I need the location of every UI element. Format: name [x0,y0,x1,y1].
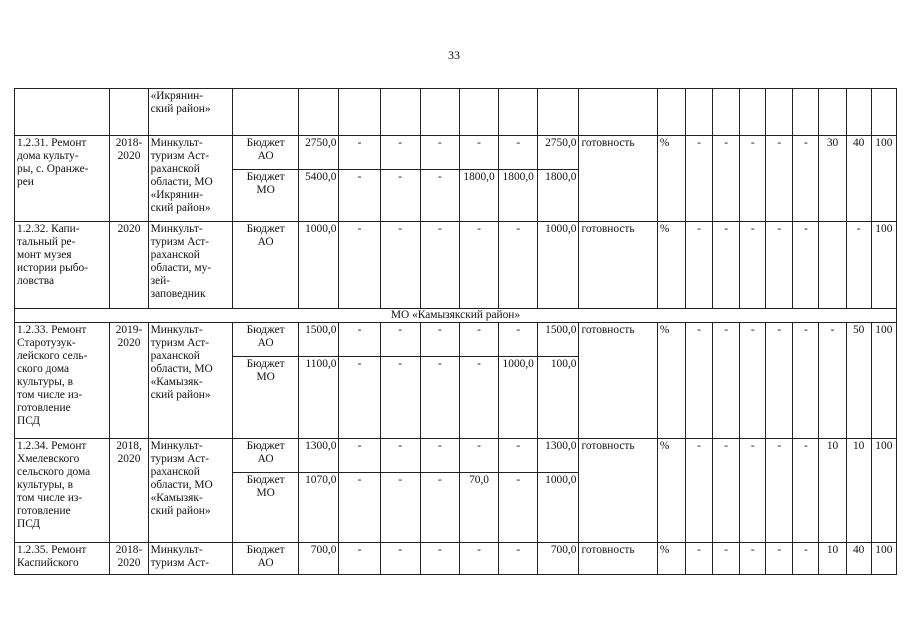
indicator-value: 10 [819,543,846,575]
funding-source: Бюджет АО [232,323,298,357]
indicator-value: - [819,323,846,439]
event-years: 2019- 2020 [110,323,148,439]
indicator-value: 30 [819,136,846,222]
indicator-value: - [685,323,712,439]
funding-year-value: 100,0 [538,357,579,439]
indicator-value: - [740,323,766,439]
funding-year-value: 1500,0 [538,323,579,357]
funding-year-value: - [380,439,420,473]
page-number: 33 [448,48,460,62]
indicator-unit: % [657,439,685,543]
table-row [15,323,897,357]
indicator-value: 10 [846,439,871,543]
indicator-value: - [766,222,793,309]
years-cell [110,89,148,136]
event-name: 1.2.33. Ремонт Старотузук- лейского сель- ского дома культуры, в том числе из- готовление ПСД [15,323,110,439]
funding-year-value: 1800,0 [459,170,498,222]
event-years: 2018- 2020 [110,543,148,575]
funding-year-value: - [459,323,498,357]
funding-total: 5400,0 [299,170,339,222]
event-name: 1.2.31. Ремонт дома культу- ры, с. Оранже- реи [15,136,110,222]
indicator-value: - [685,543,712,575]
event-name: 1.2.35. Ремонт Каспийского [15,543,110,575]
funding-source: Бюджет АО [232,136,298,170]
funding-year-value: - [380,323,420,357]
indicator-value: - [713,439,740,543]
empty-cell [819,89,846,136]
table-row [15,439,897,473]
continuation-row [15,89,897,136]
funding-year-value: - [420,357,459,439]
funding-year-value: - [499,323,538,357]
indicator-value: - [766,543,793,575]
funding-year-value: - [339,473,380,543]
indicator-value [819,222,846,309]
event-executor: Минкульт- туризм Аст- раханской области, МО «Камызяк- ский район» [148,323,232,439]
empty-cell [685,89,712,136]
indicator-value: - [713,323,740,439]
funding-year-value: 1300,0 [538,439,579,473]
empty-cell [420,89,459,136]
funding-year-value: - [459,136,498,170]
funding-year-value: - [339,136,380,170]
funding-year-value: - [459,357,498,439]
event-name: 1.2.32. Капи- тальный ре- монт музея истории рыбо- ловства [15,222,110,309]
funding-source: Бюджет АО [232,543,298,575]
funding-year-value: - [499,543,538,575]
table-row [15,136,897,170]
indicator-name: готовность [579,222,657,309]
funding-year-value: 2750,0 [538,136,579,170]
event-years: 2020 [110,222,148,309]
funding-year-value: - [499,439,538,473]
funding-source: Бюджет МО [232,473,298,543]
section-title: МО «Камызякский район» [15,309,897,323]
table-row [15,543,897,575]
section-row [15,309,897,323]
funding-year-value: - [380,543,420,575]
empty-cell [713,89,740,136]
indicator-value: - [685,222,712,309]
name-cell [15,89,110,136]
funding-year-value: - [380,136,420,170]
empty-cell [538,89,579,136]
funding-year-value: - [420,170,459,222]
indicator-value: - [713,543,740,575]
indicator-value: - [793,323,819,439]
indicator-value: - [740,136,766,222]
indicator-unit: % [657,222,685,309]
empty-cell [459,89,498,136]
funding-year-value: - [380,170,420,222]
funding-year-value: 1800,0 [538,170,579,222]
funding-year-value: - [380,357,420,439]
funding-year-value: - [499,473,538,543]
indicator-value: 100 [871,439,896,543]
indicator-name: готовность [579,323,657,439]
funding-year-value: 1000,0 [538,473,579,543]
indicator-unit: % [657,136,685,222]
funding-total: 1500,0 [299,323,339,357]
event-executor: Минкульт- туризм Аст- [148,543,232,575]
indicator-value: - [793,543,819,575]
indicator-unit: % [657,323,685,439]
funding-year-value: - [339,357,380,439]
empty-cell [793,89,819,136]
funding-year-value: 1000,0 [499,357,538,439]
indicator-value: - [793,222,819,309]
empty-cell [871,89,896,136]
funding-total: 2750,0 [299,136,339,170]
funding-year-value: - [339,170,380,222]
indicator-value: - [740,543,766,575]
indicator-value: 100 [871,136,896,222]
indicator-value: - [766,439,793,543]
funding-total: 1000,0 [299,222,339,309]
indicator-value: - [793,439,819,543]
funding-year-value: - [339,543,380,575]
indicator-value: - [685,136,712,222]
indicator-name: готовность [579,543,657,575]
funding-total: 1100,0 [299,357,339,439]
indicator-unit: % [657,543,685,575]
funding-year-value: - [339,439,380,473]
indicator-value: - [713,222,740,309]
funding-year-value: - [420,136,459,170]
executor-cell: «Икрянин- ский район» [148,89,232,136]
funding-year-value: - [420,543,459,575]
indicator-value: - [766,136,793,222]
event-years: 2018- 2020 [110,136,148,222]
indicator-value: 50 [846,323,871,439]
event-name: 1.2.34. Ремонт Хмелевского сельского дома культуры, в том числе из- готовление ПСД [15,439,110,543]
funding-year-value: - [459,439,498,473]
funding-year-value: 70,0 [459,473,498,543]
indicator-value: - [740,222,766,309]
funding-year-value: - [420,222,459,309]
empty-cell [499,89,538,136]
indicator-name: готовность [579,439,657,543]
indicator-value: 40 [846,136,871,222]
event-years: 2018, 2020 [110,439,148,543]
indicator-value: 100 [871,323,896,439]
indicator-value: 100 [871,222,896,309]
funding-year-value: - [499,222,538,309]
funding-source: Бюджет МО [232,170,298,222]
empty-cell [846,89,871,136]
funding-source: Бюджет АО [232,439,298,473]
indicator-value: 40 [846,543,871,575]
funding-year-value: - [499,136,538,170]
event-executor: Минкульт- туризм Аст- раханской области, МО «Икрянин- ский район» [148,136,232,222]
empty-cell [657,89,685,136]
funding-source: Бюджет МО [232,357,298,439]
indicator-value: 10 [819,439,846,543]
funding-year-value: - [380,222,420,309]
indicator-value: - [713,136,740,222]
indicator-value: - [846,222,871,309]
funding-year-value: - [380,473,420,543]
event-executor: Минкульт- туризм Аст- раханской области, МО «Камызяк- ский район» [148,439,232,543]
empty-cell [339,89,380,136]
indicator-value: 100 [871,543,896,575]
funding-source: Бюджет АО [232,222,298,309]
indicator-name: готовность [579,136,657,222]
empty-cell [740,89,766,136]
funding-year-value: - [420,473,459,543]
event-executor: Минкульт- туризм Аст- раханской области, му- зей- заповедник [148,222,232,309]
funding-total: 1300,0 [299,439,339,473]
table-row [15,222,897,309]
program-table [14,88,897,575]
funding-year-value: - [339,323,380,357]
empty-cell [380,89,420,136]
funding-total: 700,0 [299,543,339,575]
indicator-value: - [793,136,819,222]
empty-cell [232,89,298,136]
funding-year-value: - [420,439,459,473]
funding-year-value: 1800,0 [499,170,538,222]
indicator-value: - [685,439,712,543]
empty-cell [766,89,793,136]
funding-year-value: - [459,222,498,309]
indicator-value: - [766,323,793,439]
funding-year-value: - [339,222,380,309]
funding-year-value: 700,0 [538,543,579,575]
funding-total: 1070,0 [299,473,339,543]
funding-year-value: - [420,323,459,357]
indicator-value: - [740,439,766,543]
funding-year-value: 1000,0 [538,222,579,309]
empty-cell [579,89,657,136]
funding-year-value: - [459,543,498,575]
empty-cell [299,89,339,136]
